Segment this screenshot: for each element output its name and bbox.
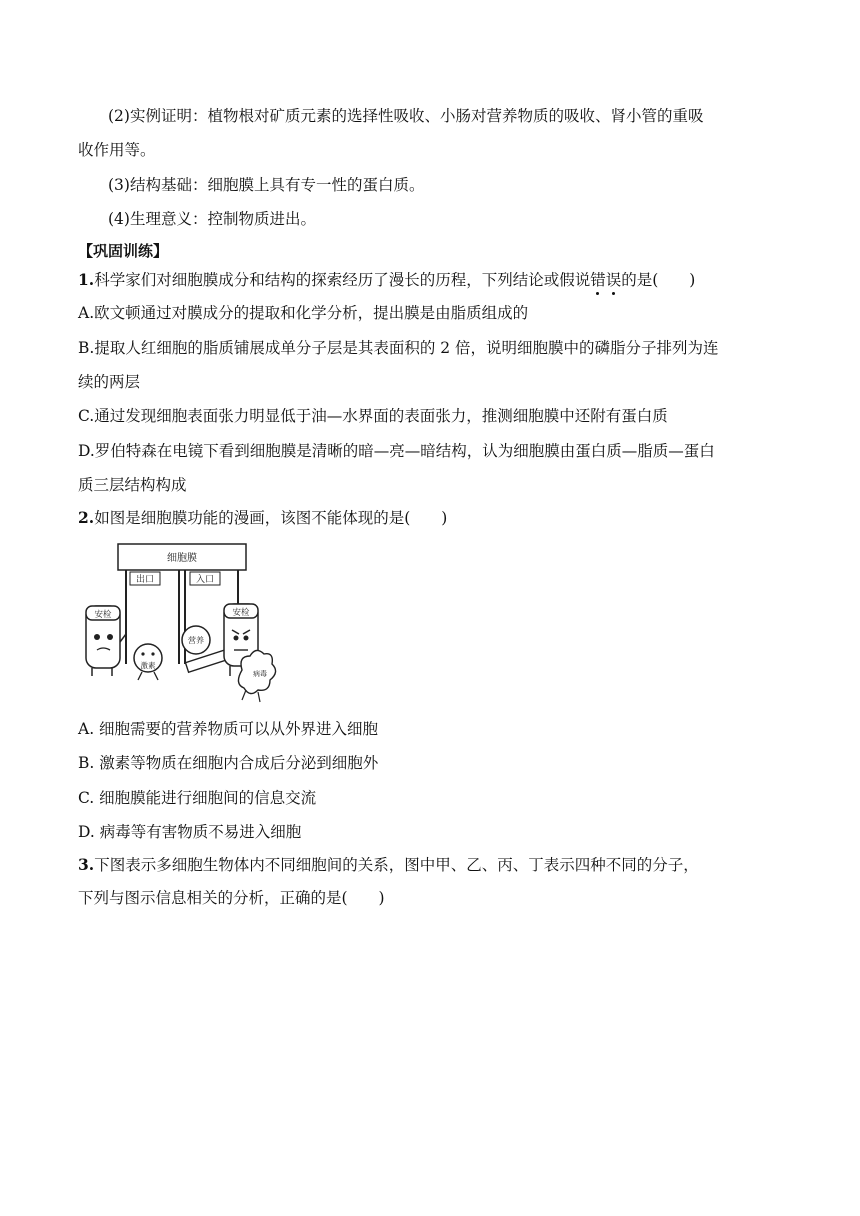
practice-header: 【巩固训练】 xyxy=(78,242,169,260)
question-3-stem-continued: 下列与图示信息相关的分析，正确的是( ) xyxy=(78,889,385,907)
emphasis-dot xyxy=(596,292,599,295)
intro-paragraph-4: (4)生理意义：控制物质进出。 xyxy=(108,210,316,228)
intro-paragraph-2-continued: 收作用等。 xyxy=(78,141,156,159)
question-2-stem xyxy=(78,508,447,528)
question-3-stem-text: 下图表示多细胞生物体内不同细胞间的关系，图中甲、乙、丙、丁表示四种不同的分子， xyxy=(94,856,699,874)
question-2-option-a: A. 细胞需要的营养物质可以从外界进入细胞 xyxy=(78,720,379,738)
question-1-stem xyxy=(78,270,695,290)
right-guard-label: 安检 xyxy=(232,608,250,618)
virus-label: 病毒 xyxy=(253,670,267,678)
question-3-number: 3. xyxy=(78,855,95,874)
question-2-number: 2. xyxy=(78,508,95,527)
question-1-option-a: A.欧文顿通过对膜成分的提取和化学分析，提出膜是由脂质组成的 xyxy=(78,304,529,322)
entry-sign-label: 入口 xyxy=(195,575,215,585)
nutrient-label: 营养 xyxy=(188,636,204,645)
question-3-stem xyxy=(78,855,699,875)
question-1-stem-text: 科学家们对细胞膜成分和结构的探索经历了漫长的历程，下列结论或假说 xyxy=(94,271,591,289)
emphasis-dot xyxy=(612,292,615,295)
question-1-option-c: C.通过发现细胞表面张力明显低于油—水界面的表面张力，推测细胞膜中还附有蛋白质 xyxy=(78,407,668,425)
cell-membrane-cartoon xyxy=(82,542,282,704)
question-2-option-b: B. 激素等物质在细胞内合成后分泌到细胞外 xyxy=(78,754,379,772)
hormone-label: 激素 xyxy=(140,661,156,670)
question-1-stem-end: 的是( ) xyxy=(621,271,696,289)
question-2-option-d: D. 病毒等有害物质不易进入细胞 xyxy=(78,823,302,841)
nutrient-figure xyxy=(182,626,229,672)
exit-sign-label: 出口 xyxy=(135,575,155,585)
question-1-option-d: D.罗伯特森在电镜下看到细胞膜是清晰的暗—亮—暗结构，认为细胞膜由蛋白质—脂质—蛋白 xyxy=(78,442,715,460)
question-1-emphasis-text: 错误 xyxy=(590,271,622,289)
left-guard-label: 安检 xyxy=(94,610,112,620)
question-1-option-d-continued: 质三层结构构成 xyxy=(78,476,187,494)
question-1-option-b-continued: 续的两层 xyxy=(78,373,141,391)
question-1-number: 1. xyxy=(78,270,95,289)
question-1-emphasis xyxy=(590,271,621,289)
question-2-option-c: C. 细胞膜能进行细胞间的信息交流 xyxy=(78,789,317,807)
gate-sign-label: 细胞膜 xyxy=(167,553,197,564)
question-2-stem-text: 如图是细胞膜功能的漫画，该图不能体现的是( ) xyxy=(94,509,448,527)
intro-paragraph-3: (3)结构基础：细胞膜上具有专一性的蛋白质。 xyxy=(108,176,425,194)
intro-paragraph-2: (2)实例证明：植物根对矿质元素的选择性吸收、小肠对营养物质的吸收、肾小管的重吸 xyxy=(108,107,704,125)
question-1-option-b: B.提取人红细胞的脂质铺展成单分子层是其表面积的 2 倍，说明细胞膜中的磷脂分子排列为连 xyxy=(78,339,719,357)
